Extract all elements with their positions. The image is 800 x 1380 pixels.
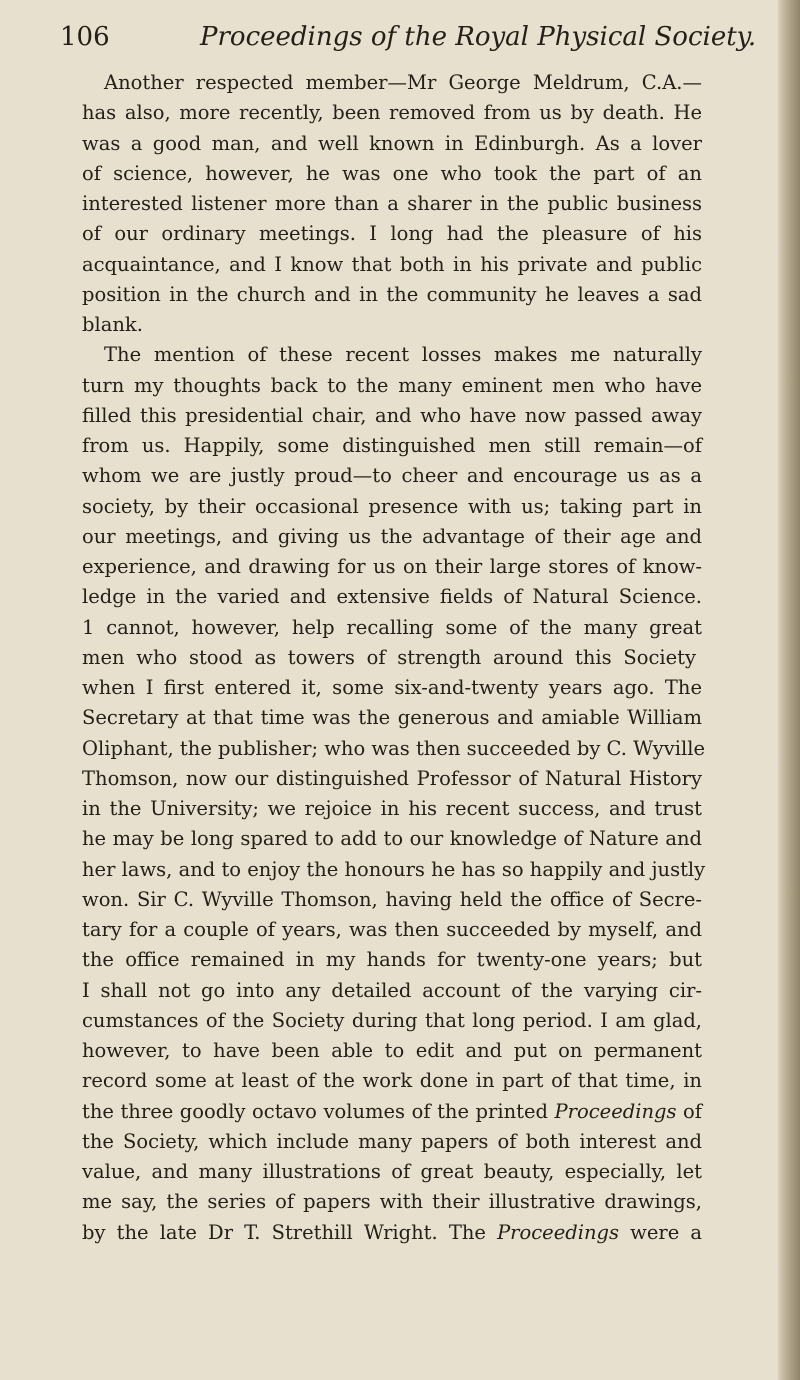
text-line: the office remained in my hands for twenty-one years; but (82, 948, 702, 972)
text-line: was a good man, and well known in Edinburgh. As a lover (82, 131, 702, 155)
text-line: whom we are justly proud—to cheer and encourage us as a (82, 464, 702, 488)
text-line: turn my thoughts back to the many eminent men who have (82, 373, 702, 397)
text-line: acquaintance, and I know that both in his private and public (82, 252, 702, 276)
text-line: tary for a couple of years, was then succeeded by myself, and (82, 918, 702, 941)
text-line: record some at least of the work done in part of that time, in (82, 1069, 702, 1093)
text-line: society, by their occasional presence with us; taking part in (82, 494, 702, 518)
text-line: Thomson, now our distinguished Professor of Natural History (82, 766, 702, 790)
text-line: Oliphant, the publisher; who was then succeeded by C. Wyville (82, 736, 706, 760)
text-line: the Society, which include many papers of both interest and (82, 1129, 702, 1153)
text-line: filled this presidential chair, and who have now passed away (82, 403, 702, 427)
page-edge (778, 0, 800, 1380)
text-line: interested listener more than a sharer in the public business (82, 192, 702, 215)
text-line: experience, and drawing for us on their large stores of know- (82, 555, 702, 578)
page-number: 106 (60, 22, 110, 52)
text-line: cumstances of the Society during that long period. I am glad, (82, 1008, 702, 1032)
text-line: her laws, and to enjoy the honours he has so happily and justly (82, 857, 706, 881)
text-line: ledge in the varied and extensive fields of Natural Science. (82, 585, 702, 609)
text-line: however, to have been able to edit and put on permanent (82, 1039, 702, 1062)
text-line: the three goodly octavo volumes of the printed Proceedings of (82, 1099, 702, 1123)
text-line: I shall not go into any detailed account of the varying cir- (82, 978, 702, 1002)
text-line: position in the church and in the community he leaves a sad (82, 282, 702, 306)
text-line: of our ordinary meetings. I long had the pleasure of his (82, 222, 702, 246)
text-line: won. Sir C. Wyville Thomson, having held the office of Secre- (82, 887, 702, 911)
page-header (60, 22, 760, 66)
running-head: Proceedings of the Royal Physical Society. (200, 22, 757, 52)
text-line: me say, the series of papers with their illustrative drawings, (82, 1190, 702, 1214)
text-line: by the late Dr T. Strethill Wright. The Proceedings were a (82, 1220, 702, 1244)
text-line: from us. Happily, some distinguished men still remain—of (82, 434, 702, 457)
italic-title: Proceedings (497, 1220, 620, 1244)
text-line: of science, however, he was one who took the part of an (82, 161, 702, 185)
text-line: Another respected member—Mr George Meldrum, C.A.— (104, 71, 702, 94)
text-line: Secretary at that time was the generous and amiable William (82, 706, 702, 730)
text-line: he may be long spared to add to our knowledge of Nature and (82, 827, 702, 851)
text-line: when I first entered it, some six-and-twenty years ago. The (82, 676, 702, 699)
text-line: in the University; we rejoice in his recent success, and trust (82, 797, 702, 820)
text-line: value, and many illustrations of great beauty, especially, let (82, 1160, 702, 1183)
text-line: men who stood as towers of strength around this Society (82, 645, 696, 669)
text-line: has also, more recently, been removed from us by death. He (82, 101, 702, 125)
body-text (82, 68, 706, 1248)
text-line: blank. (82, 313, 143, 336)
italic-title: Proceedings (554, 1099, 677, 1123)
text-line: 1 cannot, however, help recalling some of the many great (82, 615, 702, 639)
text-line: our meetings, and giving us the advantage of their age and (82, 524, 702, 548)
text-line: The mention of these recent losses makes me naturally (104, 343, 702, 367)
